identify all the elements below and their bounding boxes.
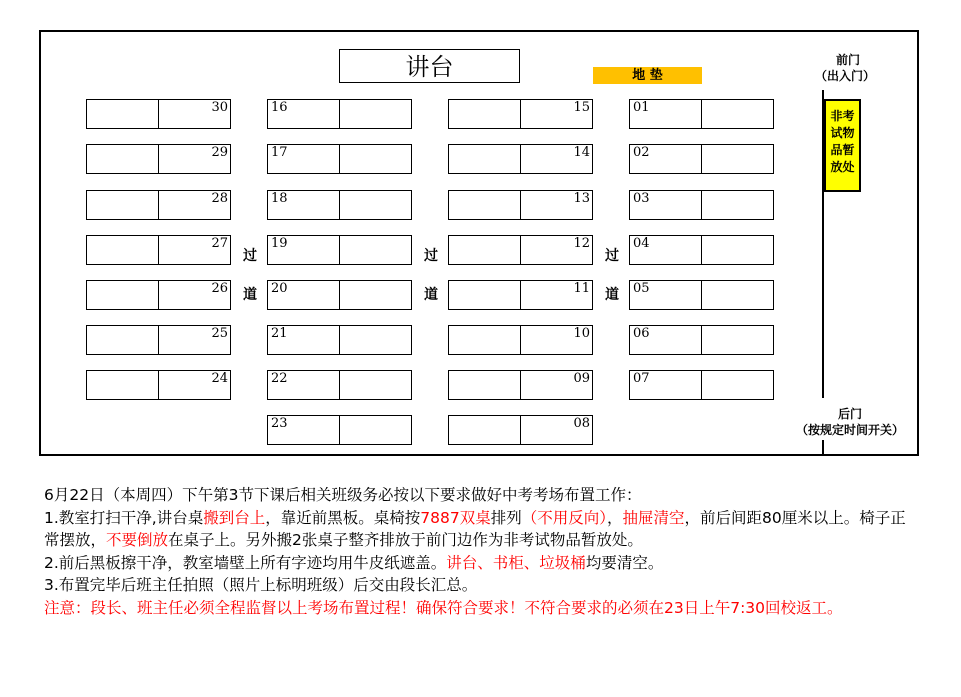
desk-seat (630, 145, 701, 173)
desk-seat (520, 145, 592, 173)
seat-number: 06 (633, 326, 650, 341)
desk-seat (339, 100, 411, 128)
seat-number: 25 (211, 326, 228, 341)
text: 在桌子上。另外搬2张桌子整齐排放于前门边作为非考试物品暂放处。 (168, 531, 643, 549)
desk-seat (449, 281, 520, 309)
instructions (44, 484, 914, 619)
seat-number: 07 (633, 371, 650, 386)
seat-number: 12 (573, 236, 590, 251)
seat-number: 13 (573, 191, 590, 206)
desk-seat (630, 371, 701, 399)
desk-seat (339, 416, 411, 444)
exam-desk (448, 415, 593, 445)
seat-number: 01 (633, 100, 650, 115)
desk-seat (339, 191, 411, 219)
seat-number: 20 (271, 281, 288, 296)
desk-seat (87, 100, 158, 128)
seat-number: 23 (271, 416, 288, 431)
exam-desk (629, 190, 774, 220)
seat-number: 29 (211, 145, 228, 160)
exam-desk (267, 144, 412, 174)
exam-desk (267, 99, 412, 129)
desk-seat (268, 371, 339, 399)
exam-desk (267, 325, 412, 355)
desk-seat (449, 145, 520, 173)
exam-desk (629, 370, 774, 400)
seat-number: 04 (633, 236, 650, 251)
instruction-3: 3.布置完毕后班主任拍照（照片上标明班级）后交由段长汇总。 (44, 576, 478, 594)
desk-seat (87, 326, 158, 354)
desk-seat (268, 326, 339, 354)
back-door-subtitle: （按规定时间开关） (795, 423, 904, 437)
text: ，前后间距80厘米以上。椅子正常摆放， (44, 508, 906, 549)
desk-seat (158, 236, 230, 264)
exam-desk (86, 280, 231, 310)
desk-seat (630, 326, 701, 354)
back-door-label (790, 406, 910, 438)
exam-desk (448, 144, 593, 174)
storage-area-label: 非考试物品暂放处 (830, 109, 855, 174)
highlight: 讲台、书柜、垃圾桶 (446, 553, 586, 572)
exam-desk (86, 235, 231, 265)
warning-note: 注意：段长、班主任必须全程监督以上考场布置过程！确保符合要求！不符合要求的必须在23日上午7:30回校返工。 (44, 598, 843, 617)
seat-number: 02 (633, 145, 650, 160)
desk-seat (339, 326, 411, 354)
seat-number: 14 (573, 145, 590, 160)
highlight: 抽屉清空 (622, 508, 685, 527)
exam-desk (629, 280, 774, 310)
desk-seat (87, 145, 158, 173)
exam-desk (267, 235, 412, 265)
aisle-char-top: 过 (605, 248, 619, 264)
desk-seat (87, 371, 158, 399)
seat-number: 26 (211, 281, 228, 296)
desk-seat (701, 326, 773, 354)
desk-seat (520, 416, 592, 444)
exam-desk (448, 235, 593, 265)
exam-desk (448, 280, 593, 310)
desk-seat (268, 416, 339, 444)
desk-seat (630, 100, 701, 128)
desk-seat (520, 191, 592, 219)
seat-number: 09 (573, 371, 590, 386)
desk-seat (520, 281, 592, 309)
desk-seat (520, 236, 592, 264)
seat-number: 03 (633, 191, 650, 206)
seat-number: 10 (573, 326, 590, 341)
seat-number: 18 (271, 191, 288, 206)
desk-seat (339, 371, 411, 399)
exam-desk (267, 415, 412, 445)
seat-number: 21 (271, 326, 288, 341)
seat-number: 15 (573, 100, 590, 115)
seat-number: 27 (211, 236, 228, 251)
desk-seat (158, 100, 230, 128)
desk-seat (701, 100, 773, 128)
back-door-line (822, 440, 824, 456)
desk-seat (520, 326, 592, 354)
seat-number: 08 (573, 416, 590, 431)
exam-desk (86, 370, 231, 400)
desk-seat (268, 145, 339, 173)
text: 均要清空。 (585, 553, 664, 572)
desk-seat (339, 236, 411, 264)
aisle-char-top: 过 (243, 248, 257, 264)
seat-number: 30 (211, 100, 228, 115)
desk-seat (630, 281, 701, 309)
highlight: 7887双桌 (420, 508, 491, 527)
exam-desk (86, 144, 231, 174)
desk-seat (630, 191, 701, 219)
desk-seat (268, 236, 339, 264)
desk-seat (158, 281, 230, 309)
exam-desk (267, 370, 412, 400)
highlight: 搬到台上 (203, 508, 266, 527)
desk-seat (701, 145, 773, 173)
text: ，靠近前黑板。桌椅按 (265, 508, 421, 527)
desk-seat (449, 191, 520, 219)
desk-seat (87, 281, 158, 309)
desk-seat (701, 281, 773, 309)
desk-seat (158, 191, 230, 219)
aisle-char-bottom: 道 (605, 287, 619, 303)
highlight: （不用反向） (521, 508, 607, 527)
exam-desk (629, 99, 774, 129)
exam-desk (629, 144, 774, 174)
desk-seat (449, 236, 520, 264)
desk-seat (701, 236, 773, 264)
aisle-char-top: 过 (424, 248, 438, 264)
desk-seat (158, 326, 230, 354)
instruction-1 (44, 507, 914, 552)
text: 2.前后黑板擦干净，教室墙壁上所有字迹均用牛皮纸遮盖。 (44, 553, 447, 572)
desk-seat (87, 236, 158, 264)
seat-number: 16 (271, 100, 288, 115)
seat-number: 19 (271, 236, 288, 251)
seat-number: 22 (271, 371, 288, 386)
front-door-title: 前门 (835, 53, 860, 67)
desk-seat (158, 145, 230, 173)
seat-number: 24 (211, 371, 228, 386)
desk-seat (158, 371, 230, 399)
exam-desk (267, 190, 412, 220)
desk-seat (630, 236, 701, 264)
desk-seat (449, 100, 520, 128)
desk-seat (520, 371, 592, 399)
front-door-subtitle: （出入门） (814, 69, 875, 83)
exam-desk (448, 370, 593, 400)
desk-seat (268, 281, 339, 309)
back-door-title: 后门 (837, 407, 862, 421)
seat-number: 05 (633, 281, 650, 296)
aisle-char-bottom: 道 (243, 287, 257, 303)
desk-seat (268, 100, 339, 128)
desk-seat (449, 326, 520, 354)
exam-desk (629, 325, 774, 355)
instructions-intro: 6月22日（本周四）下午第3节下课后相关班级务必按以下要求做好中考考场布置工作： (44, 486, 642, 504)
text: 排列 (490, 508, 522, 527)
text: ， (606, 508, 623, 527)
exam-desk (448, 190, 593, 220)
seat-number: 17 (271, 145, 288, 160)
exam-desk (86, 99, 231, 129)
exam-desk (448, 325, 593, 355)
storage-area (824, 99, 861, 192)
desk-seat (339, 145, 411, 173)
exam-desk (629, 235, 774, 265)
text: 1.教室打扫干净,讲台桌 (44, 508, 204, 527)
highlight: 不要倒放 (106, 531, 169, 549)
desk-seat (268, 191, 339, 219)
desk-seat (701, 191, 773, 219)
desk-seat (701, 371, 773, 399)
desk-seat (520, 100, 592, 128)
desk-seat (449, 371, 520, 399)
desk-seat (339, 281, 411, 309)
desk-seat (87, 191, 158, 219)
seat-number: 11 (573, 281, 590, 296)
floor-mat: 地 垫 (593, 67, 702, 84)
podium: 讲台 (339, 49, 520, 83)
exam-desk (86, 325, 231, 355)
seat-number: 28 (211, 191, 228, 206)
instruction-2 (44, 552, 914, 575)
exam-desk (448, 99, 593, 129)
exam-desk (86, 190, 231, 220)
exam-desk (267, 280, 412, 310)
front-door-label (808, 52, 888, 84)
desk-seat (449, 416, 520, 444)
aisle-char-bottom: 道 (424, 287, 438, 303)
